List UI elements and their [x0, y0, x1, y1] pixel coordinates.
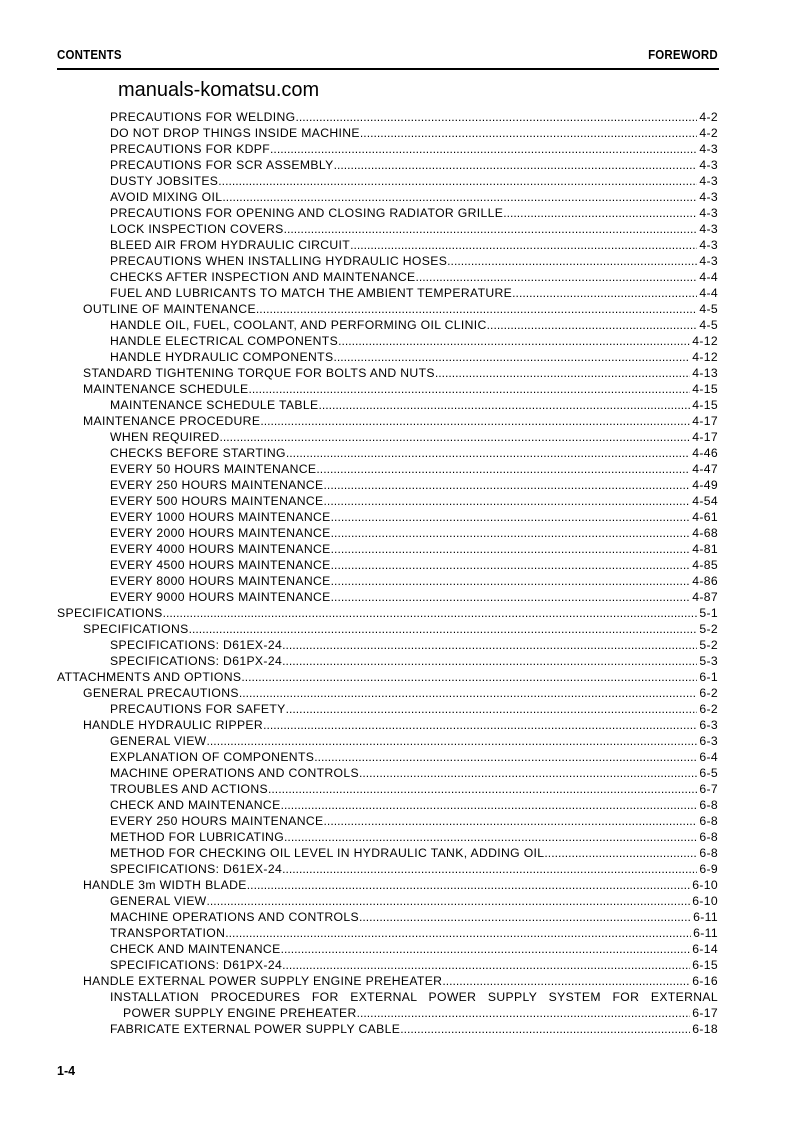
toc-entry-title[interactable]: TRANSPORTATION — [110, 926, 226, 940]
toc-entry-page[interactable]: 4-68 — [692, 526, 718, 540]
toc-entry[interactable] — [0, 237, 794, 253]
toc-entry[interactable] — [0, 173, 794, 189]
toc-entry-page[interactable]: 6-8 — [699, 830, 718, 844]
toc-entry[interactable] — [0, 749, 794, 765]
toc-entry-page[interactable]: 4-5 — [699, 318, 718, 332]
leader-dots — [400, 1021, 690, 1037]
toc-entry-page[interactable]: 4-3 — [699, 190, 718, 204]
leader-dots — [503, 205, 697, 221]
leader-dots — [295, 109, 697, 125]
toc-entry-page[interactable]: 6-10 — [692, 894, 718, 908]
toc-entry[interactable] — [0, 477, 794, 493]
toc-entry-title[interactable]: SPECIFICATIONS — [83, 622, 189, 636]
leader-dots — [324, 477, 691, 493]
table-of-contents — [0, 109, 794, 1037]
toc-entry[interactable] — [0, 397, 794, 413]
toc-entry[interactable] — [0, 669, 794, 685]
toc-entry-title[interactable]: BLEED AIR FROM HYDRAULIC CIRCUIT — [110, 238, 351, 252]
toc-entry-title[interactable]: EVERY 4000 HOURS MAINTENANCE — [110, 542, 331, 556]
toc-entry[interactable] — [0, 813, 794, 829]
toc-entry-page[interactable]: 6-9 — [699, 862, 718, 876]
leader-dots — [331, 541, 691, 557]
leader-dots — [218, 173, 697, 189]
toc-entry-title[interactable]: PRECAUTIONS WHEN INSTALLING HYDRAULIC HOSES — [110, 254, 448, 268]
leader-dots — [248, 381, 690, 397]
toc-entry[interactable] — [0, 541, 794, 557]
leader-dots — [207, 733, 698, 749]
leader-dots — [163, 605, 698, 621]
toc-entry-title[interactable]: HANDLE HYDRAULIC RIPPER — [83, 718, 264, 732]
toc-entry-page[interactable]: 4-85 — [692, 558, 718, 572]
leader-dots — [544, 845, 697, 861]
toc-entry-page[interactable]: 6-8 — [699, 798, 718, 812]
leader-dots — [270, 141, 697, 157]
leader-dots — [260, 413, 690, 429]
toc-entry[interactable] — [0, 957, 794, 973]
toc-entry-title[interactable]: HANDLE EXTERNAL POWER SUPPLY ENGINE PREHEATER — [83, 974, 443, 988]
toc-entry[interactable] — [0, 125, 794, 141]
leader-dots — [256, 301, 697, 317]
toc-entry-title[interactable]: ATTACHMENTS AND OPTIONS — [57, 670, 242, 684]
toc-entry-title[interactable]: CHECK AND MAINTENANCE — [110, 798, 281, 812]
toc-entry[interactable] — [0, 157, 794, 173]
toc-entry-title[interactable]: EVERY 1000 HOURS MAINTENANCE — [110, 510, 331, 524]
toc-entry-page[interactable]: 6-11 — [693, 910, 718, 924]
leader-dots — [282, 957, 690, 973]
toc-entry-page[interactable]: 4-17 — [692, 430, 718, 444]
toc-entry-page[interactable]: 4-47 — [692, 462, 718, 476]
toc-entry-page[interactable]: 6-15 — [692, 958, 718, 972]
leader-dots — [225, 925, 691, 941]
toc-entry[interactable] — [0, 589, 794, 605]
leader-dots — [282, 861, 697, 877]
toc-entry[interactable] — [0, 557, 794, 573]
toc-entry[interactable] — [0, 765, 794, 781]
leader-dots — [331, 573, 691, 589]
toc-entry-title[interactable]: PRECAUTIONS FOR OPENING AND CLOSING RADIATOR GRILLE — [110, 206, 504, 220]
toc-entry[interactable] — [0, 189, 794, 205]
toc-entry-page[interactable]: 4-4 — [699, 286, 718, 300]
toc-entry-page[interactable]: 4-46 — [692, 446, 718, 460]
leader-dots — [286, 445, 690, 461]
toc-entry-page[interactable]: 6-18 — [692, 1022, 718, 1036]
toc-entry[interactable] — [0, 861, 794, 877]
toc-entry-page[interactable]: 4-12 — [692, 350, 718, 364]
toc-entry-title[interactable]: MAINTENANCE SCHEDULE — [83, 382, 249, 396]
toc-entry-title[interactable]: GENERAL VIEW — [110, 734, 207, 748]
leader-dots — [416, 269, 698, 285]
leader-dots — [512, 285, 697, 301]
toc-entry-title[interactable]: EVERY 9000 HOURS MAINTENANCE — [110, 590, 331, 604]
toc-entry-title[interactable]: AVOID MIXING OIL — [110, 190, 223, 204]
toc-entry-title[interactable]: MACHINE OPERATIONS AND CONTROLS — [110, 910, 359, 924]
leader-dots — [331, 525, 691, 541]
toc-entry-page[interactable]: 6-17 — [692, 1006, 718, 1020]
leader-dots — [360, 125, 697, 141]
toc-entry[interactable] — [0, 365, 794, 381]
toc-entry[interactable] — [0, 141, 794, 157]
toc-entry-title[interactable]: SPECIFICATIONS: D61EX-24 — [110, 638, 283, 652]
toc-entry-page[interactable]: 6-3 — [699, 734, 718, 748]
toc-entry-page[interactable]: 4-87 — [692, 590, 718, 604]
toc-entry-page[interactable]: 4-2 — [699, 110, 718, 124]
toc-entry-page[interactable]: 4-3 — [699, 174, 718, 188]
toc-entry-page[interactable]: 4-4 — [699, 270, 718, 284]
leader-dots — [447, 253, 697, 269]
toc-entry-page[interactable]: 4-49 — [692, 478, 718, 492]
toc-entry-title[interactable]: HANDLE 3m WIDTH BLADE — [83, 878, 247, 892]
toc-entry-title[interactable]: LOCK INSPECTION COVERS — [110, 222, 284, 236]
toc-entry-title[interactable]: HANDLE OIL, FUEL, COOLANT, AND PERFORMING OIL CLINIC — [110, 318, 487, 332]
toc-entry-title[interactable]: MAINTENANCE PROCEDURE — [83, 414, 261, 428]
header-section: FOREWORD — [648, 48, 718, 62]
toc-entry-title[interactable]: PRECAUTIONS FOR SCR ASSEMBLY — [110, 158, 334, 172]
leader-dots — [281, 941, 691, 957]
leader-dots — [318, 397, 690, 413]
toc-entry-page[interactable]: 5-2 — [699, 638, 718, 652]
page-number: 1-4 — [57, 1064, 76, 1078]
toc-entry-page[interactable]: 4-3 — [699, 254, 718, 268]
toc-entry[interactable] — [0, 525, 794, 541]
leader-dots — [247, 877, 690, 893]
leader-dots — [442, 973, 690, 989]
leader-dots — [338, 333, 690, 349]
leader-dots — [220, 429, 691, 445]
toc-entry-title[interactable]: MAINTENANCE SCHEDULE TABLE — [110, 398, 319, 412]
toc-entry[interactable] — [0, 701, 794, 717]
toc-entry-title[interactable]: TROUBLES AND ACTIONS — [110, 782, 269, 796]
toc-entry[interactable] — [0, 493, 794, 509]
toc-entry-title[interactable]: EVERY 250 HOURS MAINTENANCE — [110, 478, 324, 492]
leader-dots — [334, 157, 698, 173]
toc-entry-page[interactable]: 4-3 — [699, 222, 718, 236]
toc-entry[interactable] — [0, 781, 794, 797]
toc-entry-title[interactable]: SPECIFICATIONS — [57, 606, 163, 620]
toc-entry-page[interactable]: 4-86 — [692, 574, 718, 588]
toc-entry-page[interactable]: 4-81 — [692, 542, 718, 556]
toc-entry-title[interactable]: CHECKS BEFORE STARTING — [110, 446, 286, 460]
leader-dots — [284, 829, 697, 845]
toc-entry-title[interactable]: EVERY 4500 HOURS MAINTENANCE — [110, 558, 331, 572]
toc-entry-page[interactable]: 6-2 — [699, 702, 718, 716]
leader-dots — [324, 813, 698, 829]
toc-entry-page[interactable]: 4-54 — [692, 494, 718, 508]
toc-entry-title[interactable]: WHEN REQUIRED — [110, 430, 220, 444]
toc-entry-page[interactable]: 6-5 — [699, 766, 718, 780]
leader-dots — [359, 909, 691, 925]
toc-entry-page[interactable]: 6-11 — [693, 926, 718, 940]
toc-entry[interactable] — [0, 429, 794, 445]
toc-entry[interactable] — [0, 445, 794, 461]
toc-entry[interactable] — [0, 845, 794, 861]
toc-entry-title[interactable]: SPECIFICATIONS: D61PX-24 — [110, 654, 283, 668]
toc-entry-page[interactable]: 5-3 — [699, 654, 718, 668]
toc-entry-title[interactable]: PRECAUTIONS FOR KDPF — [110, 142, 271, 156]
toc-entry-page[interactable]: 6-8 — [699, 814, 718, 828]
leader-dots — [359, 765, 697, 781]
toc-entry-page[interactable]: 5-2 — [699, 622, 718, 636]
toc-entry-page[interactable]: 6-10 — [692, 878, 718, 892]
leader-dots — [263, 717, 697, 733]
toc-entry-title[interactable]: POWER SUPPLY ENGINE PREHEATER — [123, 1006, 357, 1020]
leader-dots — [268, 781, 697, 797]
toc-entry-page[interactable]: 4-15 — [692, 398, 718, 412]
toc-entry-title[interactable]: CHECK AND MAINTENANCE — [110, 942, 281, 956]
leader-dots — [333, 349, 690, 365]
toc-entry-title[interactable]: EVERY 8000 HOURS MAINTENANCE — [110, 574, 331, 588]
toc-entry-title[interactable]: PRECAUTIONS FOR WELDING — [110, 110, 296, 124]
toc-entry[interactable] — [0, 605, 794, 621]
header-rule — [57, 68, 719, 70]
leader-dots — [331, 589, 691, 605]
toc-entry[interactable] — [0, 205, 794, 221]
leader-dots — [286, 701, 698, 717]
toc-entry-page[interactable]: 4-15 — [692, 382, 718, 396]
leader-dots — [241, 669, 697, 685]
header-contents: CONTENTS — [57, 48, 122, 62]
toc-entry[interactable] — [0, 109, 794, 125]
toc-entry-page[interactable]: 4-61 — [692, 510, 718, 524]
toc-entry[interactable] — [0, 317, 794, 333]
toc-entry-page[interactable]: 4-3 — [699, 238, 718, 252]
leader-dots — [357, 1005, 691, 1021]
toc-entry-page[interactable]: 6-2 — [699, 686, 718, 700]
toc-entry-title[interactable]: HANDLE HYDRAULIC COMPONENTS — [110, 350, 334, 364]
leader-dots — [316, 461, 690, 477]
toc-entry[interactable] — [0, 349, 794, 365]
toc-entry-page[interactable]: 6-7 — [699, 782, 718, 796]
toc-entry-page[interactable]: 4-13 — [692, 366, 718, 380]
toc-entry-page[interactable]: 4-3 — [699, 158, 718, 172]
toc-entry-title[interactable]: PRECAUTIONS FOR SAFETY — [110, 702, 286, 716]
leader-dots — [331, 509, 691, 525]
toc-entry[interactable] — [0, 413, 794, 429]
toc-entry[interactable] — [0, 269, 794, 285]
toc-entry-page[interactable]: 4-17 — [692, 414, 718, 428]
toc-entry[interactable] — [0, 301, 794, 317]
toc-entry-title[interactable]: EVERY 500 HOURS MAINTENANCE — [110, 494, 324, 508]
toc-entry[interactable] — [0, 285, 794, 301]
leader-dots — [350, 237, 697, 253]
leader-dots — [189, 621, 698, 637]
toc-entry-title[interactable]: GENERAL PRECAUTIONS — [83, 686, 239, 700]
toc-entry-title[interactable]: EVERY 2000 HOURS MAINTENANCE — [110, 526, 331, 540]
leader-dots — [239, 685, 697, 701]
toc-entry[interactable] — [0, 637, 794, 653]
toc-entry-page[interactable]: 4-3 — [699, 142, 718, 156]
toc-entry-page[interactable]: 4-3 — [699, 206, 718, 220]
toc-entry-page[interactable]: 6-4 — [699, 750, 718, 764]
toc-entry-page[interactable]: 6-14 — [692, 942, 718, 956]
toc-entry-title[interactable]: STANDARD TIGHTENING TORQUE FOR BOLTS AND NUTS — [83, 366, 435, 380]
toc-entry[interactable] — [0, 877, 794, 893]
toc-entry[interactable] — [0, 253, 794, 269]
watermark: manuals-komatsu.com — [118, 79, 320, 101]
toc-entry[interactable] — [0, 461, 794, 477]
toc-entry-title[interactable]: METHOD FOR LUBRICATING — [110, 830, 285, 844]
leader-dots — [207, 893, 691, 909]
toc-entry-title[interactable]: SPECIFICATIONS: D61PX-24 — [110, 958, 283, 972]
toc-entry[interactable] — [0, 381, 794, 397]
leader-dots — [281, 797, 698, 813]
toc-entry[interactable] — [0, 733, 794, 749]
toc-entry[interactable] — [0, 621, 794, 637]
toc-entry[interactable] — [0, 573, 794, 589]
toc-entry-title[interactable]: EXPLANATION OF COMPONENTS — [110, 750, 315, 764]
toc-entry[interactable] — [0, 333, 794, 349]
toc-entry[interactable] — [0, 1021, 794, 1037]
toc-entry-title[interactable]: HANDLE ELECTRICAL COMPONENTS — [110, 334, 339, 348]
toc-entry[interactable] — [0, 797, 794, 813]
toc-entry-title[interactable]: FABRICATE EXTERNAL POWER SUPPLY CABLE — [110, 1022, 401, 1036]
toc-entry-title[interactable]: GENERAL VIEW — [110, 894, 207, 908]
toc-entry-title[interactable]: EVERY 250 HOURS MAINTENANCE — [110, 814, 324, 828]
toc-entry[interactable] — [0, 221, 794, 237]
toc-entry-page[interactable]: 4-12 — [692, 334, 718, 348]
toc-entry-page[interactable]: 6-8 — [699, 846, 718, 860]
toc-entry[interactable] — [0, 509, 794, 525]
leader-dots — [284, 221, 698, 237]
toc-entry[interactable] — [0, 893, 794, 909]
toc-entry[interactable] — [0, 653, 794, 669]
toc-entry[interactable] — [0, 973, 794, 989]
toc-entry-title[interactable]: FUEL AND LUBRICANTS TO MATCH THE AMBIENT TEMPERATURE — [110, 286, 513, 300]
leader-dots — [331, 557, 691, 573]
toc-entry[interactable] — [0, 909, 794, 925]
toc-entry-page[interactable]: 6-3 — [699, 718, 718, 732]
toc-entry-page[interactable]: 6-16 — [692, 974, 718, 988]
toc-entry-title[interactable]: INSTALLATION PROCEDURES FOR EXTERNAL POWER SUPPLY SYSTEM FOR EXTERNAL — [110, 990, 718, 1004]
toc-entry-title[interactable]: OUTLINE OF MAINTENANCE — [83, 302, 256, 316]
toc-entry-title[interactable]: EVERY 50 HOURS MAINTENANCE — [110, 462, 317, 476]
toc-entry[interactable] — [0, 685, 794, 701]
leader-dots — [282, 637, 697, 653]
toc-entry[interactable] — [0, 829, 794, 845]
toc-entry-title[interactable]: MACHINE OPERATIONS AND CONTROLS — [110, 766, 359, 780]
toc-entry[interactable] — [0, 925, 794, 941]
toc-entry[interactable] — [0, 717, 794, 733]
toc-entry-title[interactable]: DUSTY JOBSITES — [110, 174, 219, 188]
toc-entry[interactable] — [0, 1005, 794, 1021]
leader-dots — [324, 493, 691, 509]
toc-entry[interactable] — [0, 941, 794, 957]
leader-dots — [222, 189, 697, 205]
toc-entry-page[interactable]: 4-2 — [699, 126, 718, 140]
toc-entry-page[interactable]: 4-5 — [699, 302, 718, 316]
leader-dots — [314, 749, 697, 765]
leader-dots — [435, 365, 690, 381]
toc-entry-page[interactable]: 5-1 — [699, 606, 718, 620]
toc-entry-line — [0, 989, 794, 1005]
toc-entry-page[interactable]: 6-1 — [699, 670, 718, 684]
toc-entry-title[interactable]: METHOD FOR CHECKING OIL LEVEL IN HYDRAULIC TANK, ADDING OIL — [110, 846, 545, 860]
toc-entry-title[interactable]: SPECIFICATIONS: D61EX-24 — [110, 862, 283, 876]
toc-entry-title[interactable]: CHECKS AFTER INSPECTION AND MAINTENANCE — [110, 270, 416, 284]
leader-dots — [487, 317, 698, 333]
leader-dots — [282, 653, 697, 669]
toc-entry-title[interactable]: DO NOT DROP THINGS INSIDE MACHINE — [110, 126, 360, 140]
